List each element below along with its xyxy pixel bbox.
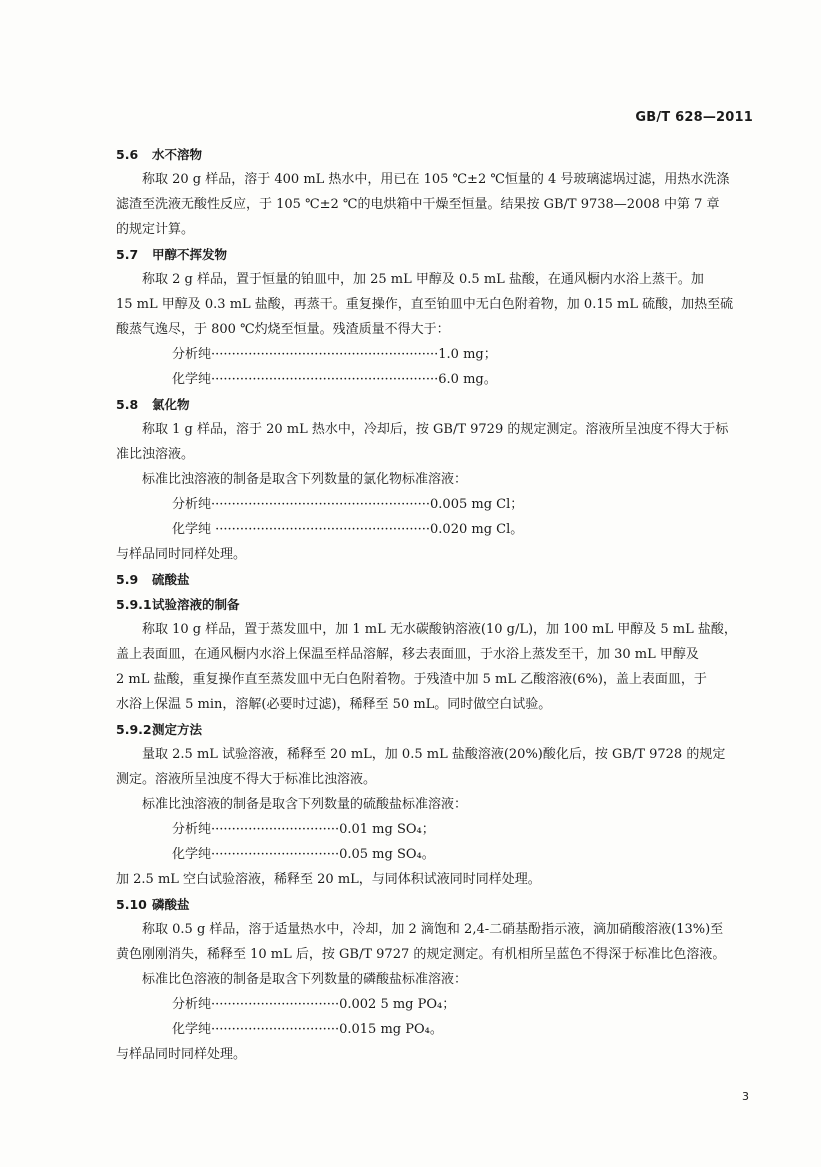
text-line: 酸蒸气逸尽，于 800 ℃灼烧至恒量。残渣质量不得大于：: [116, 322, 450, 337]
text-line: 与样品同时同样处理。: [116, 547, 247, 562]
text-line: 称取 20 g 样品，溶于 400 mL 热水中，用已在 105 ℃±2 ℃恒量的 4 号玻璃滤埚过滤，用热水洗涤: [142, 172, 730, 187]
grade-limit-line: 化学纯·······················································6.0 mg。: [172, 372, 497, 387]
text-line: 的规定计算。: [116, 222, 195, 237]
grade-limit-line: 分析纯·····················································0.005 mg Cl；: [172, 497, 524, 512]
section-number: 5.7: [116, 247, 139, 262]
text-line: 标准比浊溶液的制备是取含下列数量的硫酸盐标准溶液：: [142, 797, 468, 812]
section-number: 5.9.1: [116, 597, 152, 612]
section-number: 5.6: [116, 147, 139, 162]
text-line: 水浴上保温 5 min，溶解(必要时过滤)，稀释至 50 mL。同时做空白试验。: [116, 697, 552, 712]
section-number: 5.10: [116, 897, 147, 912]
grade-limit-line: 化学纯 ····················································0.020 mg Cl。: [172, 522, 524, 537]
text-line: 盖上表面皿，在通风橱内水浴上保温至样品溶解，移去表面皿，于水浴上蒸发至干，加 30 mL 甲醇及: [116, 647, 699, 662]
text-line: 加 2.5 mL 空白试验溶液，稀释至 20 mL，与同体积试液同时同样处理。: [116, 872, 541, 887]
section-title: 氯化物: [152, 397, 190, 412]
section-number: 5.8: [116, 397, 139, 412]
text-line: 2 mL 盐酸，重复操作直至蒸发皿中无白色附着物。于残渣中加 5 mL 乙酸溶液(6%)，盖上表面皿，于: [116, 672, 707, 687]
section-heading: [116, 142, 756, 167]
section-title: 甲醇不挥发物: [152, 247, 228, 262]
text-line: 15 mL 甲醇及 0.3 mL 盐酸，再蒸干。重复操作，直至铂皿中无白色附着物，加 0.15 mL 硫酸，加热至硫: [116, 297, 734, 312]
text-line: 量取 2.5 mL 试验溶液，稀释至 20 mL，加 0.5 mL 盐酸溶液(20%)酸化后，按 GB/T 9728 的规定: [142, 747, 726, 762]
text-line: 称取 0.5 g 样品，溶于适量热水中，冷却，加 2 滴饱和 2,4-二硝基酚指示液，滴加硝酸溶液(13%)至: [142, 922, 724, 937]
text-line: 黄色刚刚消失，稀释至 10 mL 后，按 GB/T 9727 的规定测定。有机相所呈蓝色不得深于标准比色溶液。: [116, 947, 726, 962]
section-heading: [116, 392, 756, 417]
text-line: 称取 1 g 样品，溶于 20 mL 热水中，冷却后，按 GB/T 9729 的规定测定。溶液所呈浊度不得大于标: [142, 422, 729, 437]
section-title: 磷酸盐: [152, 897, 190, 912]
text-line: 滤渣至洗液无酸性反应，于 105 ℃±2 ℃的电烘箱中干燥至恒量。结果按 GB/T 9738—2008 中第 7 章: [116, 197, 720, 212]
section-title: 试验溶液的制备: [152, 597, 240, 612]
text-line: 与样品同时同样处理。: [116, 1047, 247, 1062]
section-heading: [116, 567, 756, 592]
text-line: 称取 10 g 样品，置于蒸发皿中，加 1 mL 无水碳酸钠溶液(10 g/L)，加 100 mL 甲醇及 5 mL 盐酸，: [142, 622, 737, 637]
section-title: 水不溶物: [152, 147, 203, 162]
grade-limit-line: 分析纯·······························0.01 mg SO₄；: [172, 822, 435, 837]
section-number: 5.9.2: [116, 722, 152, 737]
text-line: 测定。溶液所呈浊度不得大于标准比浊溶液。: [116, 772, 377, 787]
text-line: 准比浊溶液。: [116, 447, 195, 462]
section-title: 测定方法: [152, 722, 203, 737]
text-line: 标准比浊溶液的制备是取含下列数量的氯化物标准溶液：: [142, 472, 468, 487]
grade-limit-line: 化学纯·······························0.015 mg PO₄。: [172, 1022, 443, 1037]
grade-limit-line: 分析纯·······················································1.0 mg；: [172, 347, 497, 362]
section-heading: [116, 592, 756, 617]
document-body: [116, 142, 756, 1067]
text-line: 标准比色溶液的制备是取含下列数量的磷酸盐标准溶液：: [142, 972, 468, 987]
page-number: 3: [742, 1090, 749, 1103]
text-line: 称取 2 g 样品，置于恒量的铂皿中，加 25 mL 甲醇及 0.5 mL 盐酸，在通风橱内水浴上蒸干。加: [142, 272, 704, 287]
section-heading: [116, 892, 756, 917]
grade-limit-line: 分析纯·······························0.002 5 mg PO₄；: [172, 997, 456, 1012]
standard-code: GB/T 628—2011: [635, 110, 753, 125]
grade-limit-line: 化学纯·······························0.05 mg SO₄。: [172, 847, 435, 862]
section-number: 5.9: [116, 572, 139, 587]
section-title: 硫酸盐: [152, 572, 190, 587]
section-heading: [116, 242, 756, 267]
section-heading: [116, 717, 756, 742]
